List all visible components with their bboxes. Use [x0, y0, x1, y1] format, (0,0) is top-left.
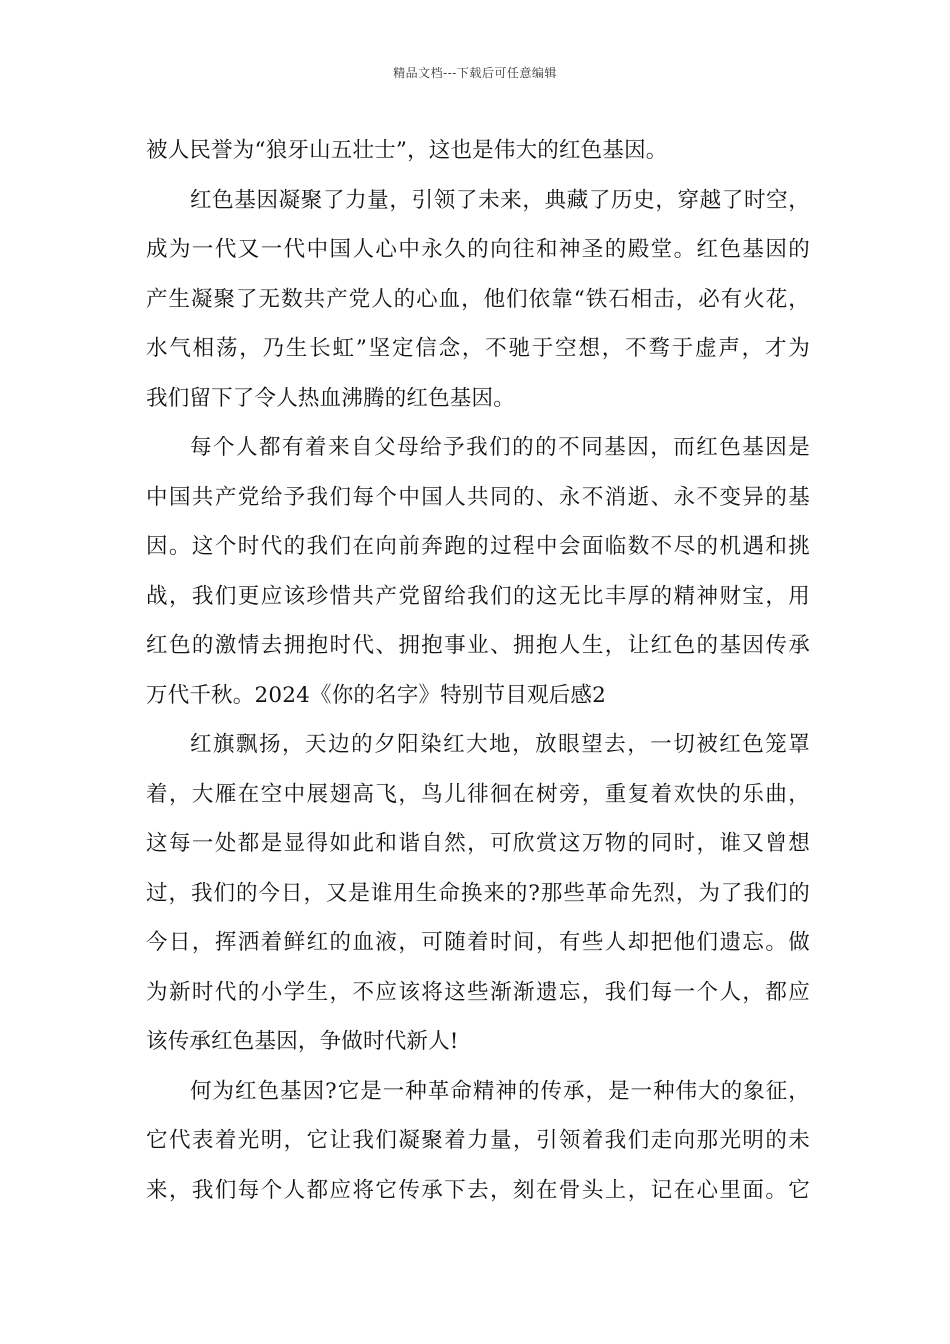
paragraph [146, 126, 810, 176]
text-line: 成为一代又一代中国人心中永久的向往和神圣的殿堂。红色基因的 [146, 237, 810, 262]
text-line: 这每一处都是显得如此和谐自然，可欣赏这万物的同时，谁又曾想 [146, 831, 810, 856]
paragraph [146, 720, 810, 1067]
text-line: 红色基因凝聚了力量，引领了未来，典藏了历史，穿越了时空， [190, 187, 810, 213]
text-line: 它代表着光明，它让我们凝聚着力量，引领着我们走向那光明的未 [146, 1128, 810, 1153]
document-body [146, 126, 810, 1215]
text-line: 今日，挥洒着鲜红的血液，可随着时间，有些人却把他们遗忘。做 [146, 930, 810, 955]
text-line: 产生凝聚了无数共产党人的心血，他们依靠“铁石相击，必有火花， [146, 286, 810, 312]
paragraph [146, 1067, 810, 1216]
text-line: 每个人都有着来自父母给予我们的的不同基因，而红色基因是 [190, 435, 810, 460]
text-line: 我们留下了令人热血沸腾的红色基因。 [146, 385, 515, 411]
text-line: 着，大雁在空中展翅高飞，鸟儿徘徊在树旁，重复着欢快的乐曲， [146, 781, 810, 807]
text-line: 该传承红色基因，争做时代新人! [146, 1029, 459, 1054]
text-line: 水气相荡，乃生长虹”坚定信念，不驰于空想，不骛于虚声，才为 [146, 336, 810, 361]
text-line: 来，我们每个人都应将它传承下去，刻在骨头上，记在心里面。它 [146, 1177, 810, 1203]
text-line: 因。这个时代的我们在向前奔跑的过程中会面临数不尽的机遇和挑 [146, 534, 810, 559]
paragraph [146, 176, 810, 424]
text-line: 被人民誉为“狼牙山五壮士”，这也是伟大的红色基因。 [146, 138, 668, 163]
text-line: 红色的激情去拥抱时代、拥抱事业、拥抱人生，让红色的基因传承 [146, 633, 810, 658]
text-line: 万代千秋。2024《你的名字》特别节目观后感2 [146, 682, 606, 708]
text-line: 中国共产党给予我们每个中国人共同的、永不消逝、永不变异的基 [146, 484, 810, 510]
paragraph [146, 423, 810, 720]
text-line: 红旗飘扬，天边的夕阳染红大地，放眼望去，一切被红色笼罩 [190, 732, 810, 757]
page-header: 精品文档---下载后可任意编辑 [393, 66, 557, 80]
text-line: 为新时代的小学生，不应该将这些渐渐遗忘，我们每一个人，都应 [146, 979, 810, 1005]
text-line: 过，我们的今日，又是谁用生命换来的?那些革命先烈，为了我们的 [146, 880, 810, 906]
text-line: 战，我们更应该珍惜共产党留给我们的这无比丰厚的精神财宝，用 [146, 583, 810, 609]
text-line: 何为红色基因?它是一种革命精神的传承，是一种伟大的象征， [190, 1078, 810, 1104]
